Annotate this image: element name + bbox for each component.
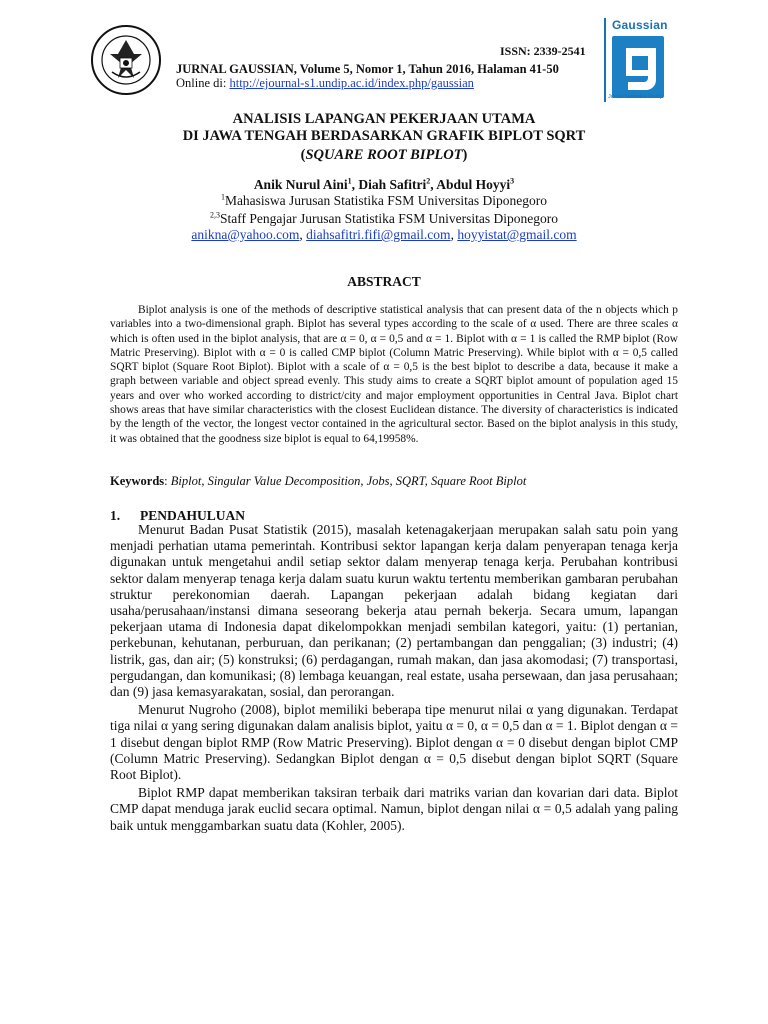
logo-wordmark: Gaussian: [612, 18, 668, 32]
abstract-body: [110, 303, 678, 446]
affiliation-2: [0, 211, 768, 227]
paper-title-line-3: [0, 147, 768, 164]
paper-title-line-2: DI JAWA TENGAH BERDASARKAN GRAFIK BIPLOT SQRT: [182, 128, 586, 144]
section-body: [110, 522, 678, 836]
email-link-1[interactable]: anikna@yahoo.com: [191, 227, 300, 242]
email-separator: ,: [299, 227, 307, 242]
title-italic-part: SQUARE ROOT BIPLOT: [305, 147, 463, 163]
author-separator: ,: [351, 177, 359, 192]
keywords-text: Biplot, Singular Value Decomposition, Jobs, SQRT, Square Root Biplot: [170, 474, 527, 488]
author-separator: ,: [430, 177, 437, 192]
university-seal-logo: [90, 24, 162, 96]
author-2: Diah Safitri: [358, 177, 427, 192]
abstract-heading: ABSTRACT: [347, 274, 421, 289]
affiliation-2-text: Staff Pengajar Jurusan Statistika FSM Universitas Diponegoro: [220, 211, 558, 226]
email-separator: ,: [450, 227, 458, 242]
keywords-line: [110, 474, 678, 489]
affiliation-1: [0, 193, 768, 209]
author-1-sup: 1: [347, 176, 352, 186]
online-label: Online di:: [176, 76, 230, 90]
author-3-sup: 3: [510, 176, 515, 186]
title-paren-open: (: [300, 147, 306, 163]
author-3: Abdul Hoyyi: [436, 177, 511, 192]
abstract-paragraph: Biplot analysis is one of the methods of descriptive statistical analysis that can present data of the n objects which p variables into a two-dimensional graph. Biplot has several types according to the scale of α used. There are three scales α which is often used in the biplot analysis, that are α = 0, α = 0,5 and α = 1. Biplot with α = 1 is called the RMP biplot (Row Matric Preserving). Biplot with α = 0 is called CMP biplot (Column Matric Preserving). While biplot with α = 0,5 called SQRT biplot (Square Root Biplot). Biplot with a scale of α = 0,5 is the best biplot to describe a data, because it make a graph between variable and object spread evenly. This study aims to create a SQRT biplot amount of population aged 15 years and over who worked according to district/city and major employment opportunities in Central Java. Biplot chart shows areas that have similar characteristics with the closest Euclidean distance. The diversity of characteristics is indicated by the length of the vector, the longest vector contained in the agricultural sector. Based on the biplot analysis in this study, it was obtained that the goodness size biplot is equal to 64,19958%.: [110, 304, 678, 445]
keywords-colon: :: [164, 474, 171, 488]
author-emails: [0, 227, 768, 243]
body-paragraph-1: Menurut Badan Pusat Statistik (2015), masalah ketenagakerjaan merupakan salah satu poin yang menjadi perhatian utama pemerintah. Kontribusi sektor lapangan kerja dalam penyerapan tenaga kerja digunakan untuk mengetahui andil setiap sektor dalam menyerap tenaga kerja. Perubahan kontribusi sektor dalam menyerap tenaga kerja dalam suatu kurun waktu tertentu memberikan gambaran perubahan struktur perekonomian daerah. Lapangan pekerjaan adalah bidang kegiatan dari usaha/perusahaan/instansi dimana seseorang bekerja atau pernah bekerja. Secara umum, lapangan pekerjaan utama di Indonesia dapat dikelompokkan menjadi sembilan kategori, yaitu: (1) pertanian, perkebunan, kehutanan, perburuan, dan perikanan; (2) pertambangan dan penggalian; (3) industri; (4) listrik, gas, dan air; (5) konstruksi; (6) perdagangan, rumah makan, dan jasa akomodasi; (7) transportasi, pergudangan, dan komunikasi; (8) lembaga keuangan, real estate, usaha persewaan, dan jasa perusahaan; dan (9) jasa kemasyarakatan, sosial, dan perorangan.: [110, 522, 678, 700]
logo-subtitle: Jurnal Statistika Undip: [608, 94, 663, 100]
author-list: [0, 177, 768, 193]
author-1: Anik Nurul Aini: [253, 177, 348, 192]
online-availability: [176, 76, 474, 91]
email-link-2[interactable]: diahsafitri.fifi@gmail.com: [306, 227, 451, 242]
body-paragraph-3: Biplot RMP dapat memberikan taksiran terbaik dari matriks varian dan kovarian dari data. Biplot CMP dapat menduga jarak euclid secara optimal. Namun, biplot dengan nilai α = 0,5 adalah yang paling baik untuk menggambarkan suatu data (Kohler, 2005).: [110, 785, 678, 833]
author-2-sup: 2: [426, 176, 431, 186]
title-paren-close: ): [462, 147, 468, 163]
email-link-3[interactable]: hoyyistat@gmail.com: [457, 227, 577, 242]
section-title: PENDAHULUAN: [140, 508, 246, 523]
body-paragraph-2: Menurut Nugroho (2008), biplot memiliki beberapa tipe menurut nilai α yang digunakan. Terdapat tiga nilai α yang sering digunakan dalam analisis biplot, yaitu α = 0, α = 0,5 dan α = 1. Biplot dengan α = 1 disebut dengan biplot RMP (Row Matric Preserving). Biplot dengan α = 0 disebut dengan biplot CMP (Column Matric Preserving). Sedangkan Biplot dengan α = 0,5 disebut dengan biplot SQRT (Square Root Biplot).: [110, 702, 678, 783]
journal-url-link[interactable]: http://ejournal-s1.undip.ac.id/index.php/gaussian: [229, 76, 474, 90]
section-number: 1.: [110, 508, 121, 523]
issn-number: ISSN: 2339-2541: [500, 44, 586, 58]
keywords-label: Keywords: [110, 474, 165, 488]
affiliation-1-text: Mahasiswa Jurusan Statistika FSM Universitas Diponegoro: [224, 193, 548, 208]
journal-header: [0, 0, 768, 110]
journal-citation: JURNAL GAUSSIAN, Volume 5, Nomor 1, Tahun 2016, Halaman 41-50: [176, 62, 559, 76]
paper-title-line-1: ANALISIS LAPANGAN PEKERJAAN UTAMA: [232, 111, 536, 127]
affiliation-2-sup: 2,3: [210, 210, 221, 220]
affiliation-1-sup: 1: [220, 192, 225, 202]
